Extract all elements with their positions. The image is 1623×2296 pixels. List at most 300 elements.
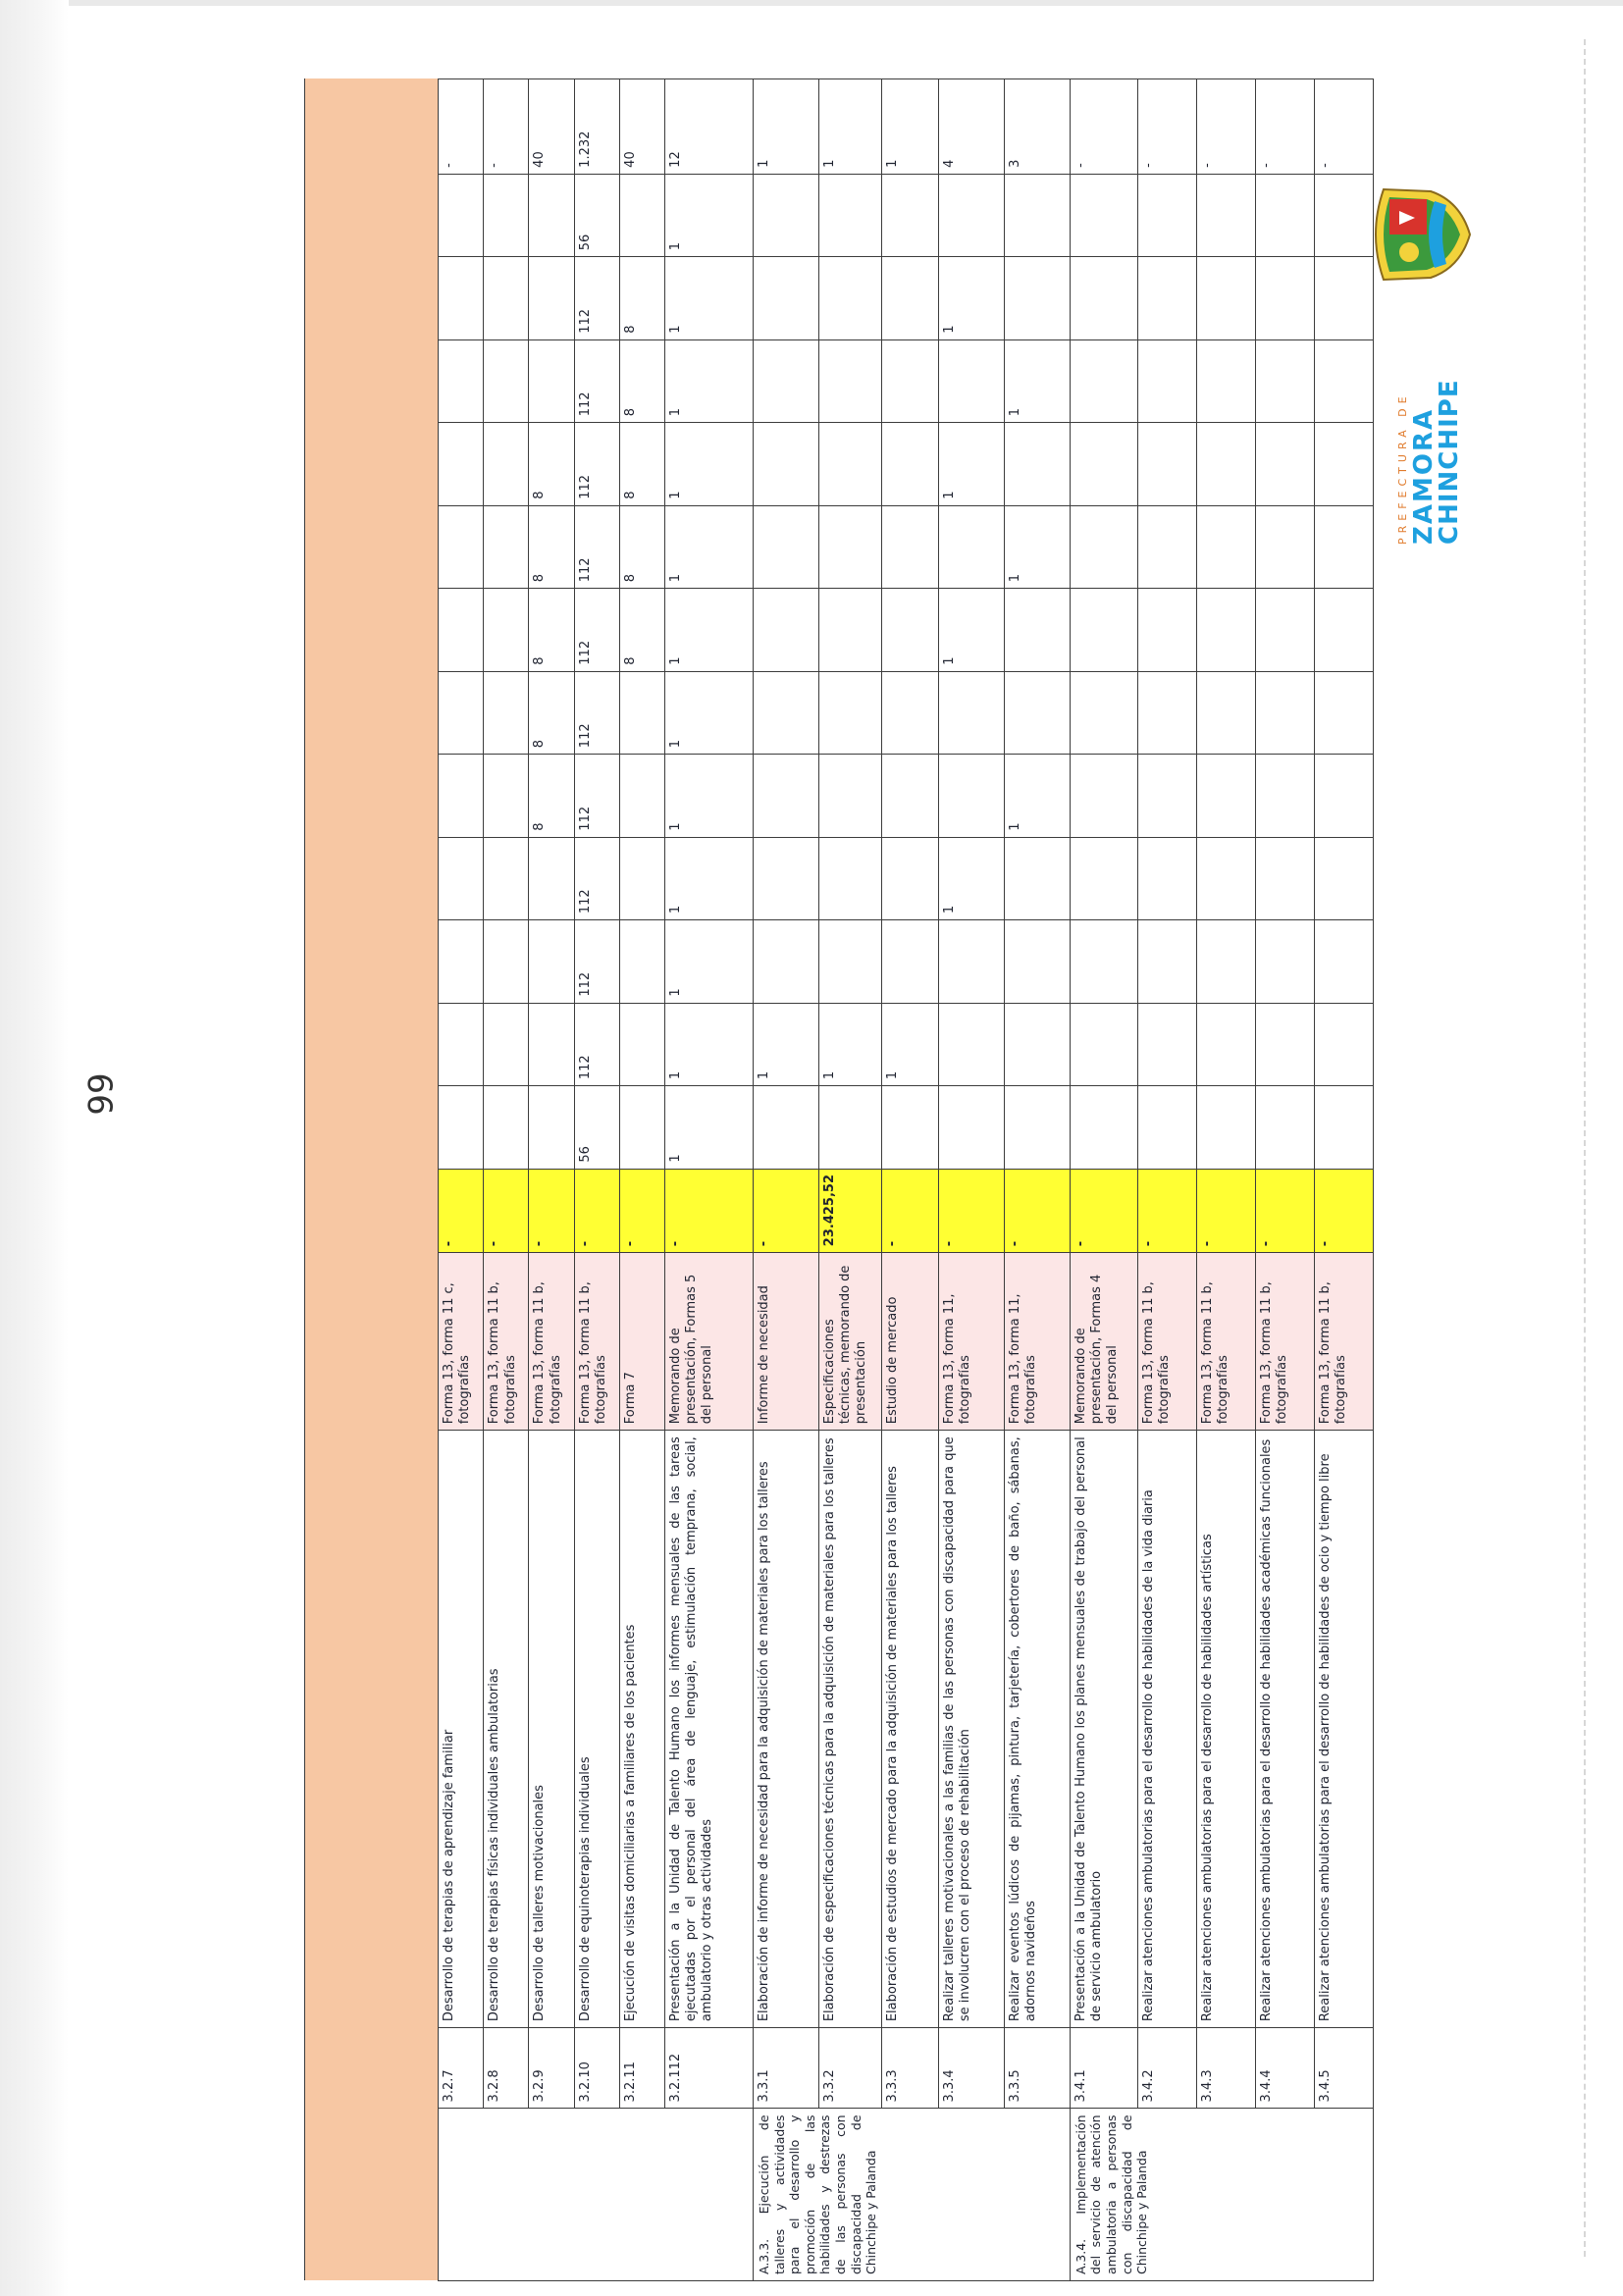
activities-table (304, 78, 1374, 2281)
month-cell-5 (619, 755, 664, 837)
month-cell-1 (938, 1086, 1004, 1169)
month-cell-1: 56 (574, 1086, 619, 1169)
month-cell-5: 1 (1004, 755, 1070, 837)
month-cell-9 (1070, 423, 1137, 505)
budget-cell: - (1137, 1169, 1196, 1253)
budget-cell: - (619, 1169, 664, 1253)
total-cell: 1.232 (574, 79, 619, 175)
activity-code: 3.3.2 (818, 2028, 881, 2109)
total-cell: 40 (619, 79, 664, 175)
table-row (882, 79, 939, 2281)
month-cell-11: 1 (664, 257, 753, 339)
month-cell-12 (1070, 174, 1137, 256)
month-cell-1 (753, 1086, 818, 1169)
month-cell-4 (818, 837, 881, 919)
month-cell-7 (753, 589, 818, 671)
month-cell-10 (1314, 339, 1373, 422)
month-cell-2 (1314, 1003, 1373, 1085)
month-cell-8 (818, 505, 881, 588)
month-cell-4: 1 (664, 837, 753, 919)
activity-code: 3.4.3 (1196, 2028, 1255, 2109)
month-cell-12 (1314, 174, 1373, 256)
month-cell-7: 8 (619, 589, 664, 671)
month-cell-2 (439, 1003, 484, 1085)
month-cell-4 (1137, 837, 1196, 919)
month-cell-7 (882, 589, 939, 671)
month-cell-7 (484, 589, 529, 671)
activity-description: Elaboración de especificaciones técnicas para la adquisición de materiales para los talleres (818, 1431, 881, 2028)
month-cell-3 (1196, 920, 1255, 1003)
month-cell-10 (1137, 339, 1196, 422)
month-cell-12 (619, 174, 664, 256)
activity-description: Realizar atenciones ambulatorias para el desarrollo de habilidades académicas funcionales (1255, 1431, 1314, 2028)
month-cell-10 (439, 339, 484, 422)
month-cell-11 (882, 257, 939, 339)
month-cell-10: 8 (619, 339, 664, 422)
svg-text:ZAMORA: ZAMORA (1409, 407, 1439, 545)
group-cell-empty (664, 2109, 753, 2281)
month-cell-3 (1255, 920, 1314, 1003)
month-cell-5 (1196, 755, 1255, 837)
verification-means: Informe de necesidad (753, 1253, 818, 1431)
month-cell-12 (439, 174, 484, 256)
month-cell-5 (484, 755, 529, 837)
month-cell-4 (529, 837, 574, 919)
month-cell-9 (484, 423, 529, 505)
month-cell-10: 112 (574, 339, 619, 422)
table-row (529, 79, 574, 2281)
group-cell-empty (574, 2109, 619, 2281)
activity-description: Realizar atenciones ambulatorias para el desarrollo de habilidades artísticas (1196, 1431, 1255, 2028)
month-cell-5 (1314, 755, 1373, 837)
month-cell-2 (1196, 1003, 1255, 1085)
verification-means: Memorando de presentación, Formas 5 del personal (664, 1253, 753, 1431)
month-cell-6 (1137, 671, 1196, 754)
month-cell-8 (1196, 505, 1255, 588)
month-cell-8 (1137, 505, 1196, 588)
verification-means: Forma 13, forma 11 b, fotografías (484, 1253, 529, 1431)
month-cell-11 (484, 257, 529, 339)
month-cell-6 (1196, 671, 1255, 754)
activity-description: Elaboración de informe de necesidad para la adquisición de materiales para los talleres (753, 1431, 818, 2028)
month-cell-12 (529, 174, 574, 256)
group-a34: A.3.4. Implementación del servicio de atención ambulatoria a personas con discapacidad de Chinchipe y Palanda (1070, 2109, 1373, 2281)
activity-code: 3.2.9 (529, 2028, 574, 2109)
verification-means: Forma 13, forma 11 b, fotografías (529, 1253, 574, 1431)
month-cell-5 (818, 755, 881, 837)
month-cell-5 (1137, 755, 1196, 837)
month-cell-8: 8 (619, 505, 664, 588)
activity-description: Presentación a la Unidad de Talento Humano los planes mensuales de trabajo del personal de servicio ambulatorio (1070, 1431, 1137, 2028)
month-cell-4: 112 (574, 837, 619, 919)
month-cell-10 (938, 339, 1004, 422)
month-cell-4 (439, 837, 484, 919)
total-cell: 1 (753, 79, 818, 175)
month-cell-11 (529, 257, 574, 339)
activity-description: Desarrollo de talleres motivacionales (529, 1431, 574, 2028)
month-cell-5 (439, 755, 484, 837)
month-cell-6 (818, 671, 881, 754)
activity-description: Desarrollo de terapias físicas individuales ambulatorias (484, 1431, 529, 2028)
month-cell-3 (753, 920, 818, 1003)
activity-code: 3.2.112 (664, 2028, 753, 2109)
month-cell-2: 112 (574, 1003, 619, 1085)
budget-cell: - (574, 1169, 619, 1253)
activity-code: 3.4.4 (1255, 2028, 1314, 2109)
month-cell-10 (1070, 339, 1137, 422)
month-cell-9 (1137, 423, 1196, 505)
month-cell-8: 1 (664, 505, 753, 588)
budget-cell: - (1314, 1169, 1373, 1253)
month-cell-1 (1137, 1086, 1196, 1169)
table-row (619, 79, 664, 2281)
month-cell-1 (818, 1086, 881, 1169)
total-cell: - (1314, 79, 1373, 175)
total-cell: 40 (529, 79, 574, 175)
month-cell-4 (1196, 837, 1255, 919)
month-cell-4 (1255, 837, 1314, 919)
month-cell-9 (439, 423, 484, 505)
month-cell-6 (1314, 671, 1373, 754)
month-cell-8 (882, 505, 939, 588)
month-cell-11: 8 (619, 257, 664, 339)
budget-cell: - (1070, 1169, 1137, 1253)
month-cell-11 (818, 257, 881, 339)
activity-code: 3.3.1 (753, 2028, 818, 2109)
month-cell-1 (1314, 1086, 1373, 1169)
month-cell-4: 1 (938, 837, 1004, 919)
budget-cell: - (529, 1169, 574, 1253)
month-cell-2: 1 (664, 1003, 753, 1085)
rotated-landscape-page (304, 78, 1374, 2281)
activity-code: 3.2.10 (574, 2028, 619, 2109)
header-band (305, 79, 439, 2281)
verification-means: Memorando de presentación, Formas 4 del personal (1070, 1253, 1137, 1431)
month-cell-9 (882, 423, 939, 505)
table-row (1314, 79, 1373, 2281)
month-cell-3: 1 (664, 920, 753, 1003)
month-cell-1 (1255, 1086, 1314, 1169)
table-row (1004, 79, 1070, 2281)
budget-cell: - (1255, 1169, 1314, 1253)
month-cell-7 (818, 589, 881, 671)
month-cell-6 (484, 671, 529, 754)
month-cell-3 (1070, 920, 1137, 1003)
month-cell-7 (439, 589, 484, 671)
activity-code: 3.4.2 (1137, 2028, 1196, 2109)
activity-description: Realizar atenciones ambulatorias para el desarrollo de habilidades de ocio y tiempo libre (1314, 1431, 1373, 2028)
month-cell-7: 1 (664, 589, 753, 671)
month-cell-5 (882, 755, 939, 837)
month-cell-1 (1196, 1086, 1255, 1169)
activity-code: 3.4.5 (1314, 2028, 1373, 2109)
table-row (1196, 79, 1255, 2281)
month-cell-10 (484, 339, 529, 422)
verification-means: Forma 13, forma 11 c, fotografías (439, 1253, 484, 1431)
month-cell-11 (1070, 257, 1137, 339)
group-cell-empty (439, 2109, 484, 2281)
month-cell-3 (1314, 920, 1373, 1003)
month-cell-3 (1004, 920, 1070, 1003)
month-cell-3 (1137, 920, 1196, 1003)
activity-description: Realizar eventos lúdicos de pijamas, pintura, tarjetería, cobertores de baño, sábanas, adornos navideños (1004, 1431, 1070, 2028)
activity-code: 3.4.1 (1070, 2028, 1137, 2109)
month-cell-1: 1 (664, 1086, 753, 1169)
budget-cell: - (753, 1169, 818, 1253)
month-cell-7 (1255, 589, 1314, 671)
month-cell-11 (1314, 257, 1373, 339)
activity-code: 3.2.7 (439, 2028, 484, 2109)
group-cell-empty (529, 2109, 574, 2281)
total-cell: 3 (1004, 79, 1070, 175)
month-cell-10: 1 (1004, 339, 1070, 422)
scan-edge-top (0, 0, 1623, 6)
activity-description: Realizar atenciones ambulatorias para el desarrollo de habilidades de la vida diaria (1137, 1431, 1196, 2028)
month-cell-7 (1196, 589, 1255, 671)
month-cell-12 (1255, 174, 1314, 256)
activity-description: Desarrollo de equinoterapias individuales (574, 1431, 619, 2028)
month-cell-2: 1 (882, 1003, 939, 1085)
month-cell-9 (1314, 423, 1373, 505)
month-cell-5: 1 (664, 755, 753, 837)
month-cell-12 (484, 174, 529, 256)
verification-means: Forma 13, forma 11, fotografías (1004, 1253, 1070, 1431)
total-cell: 1 (882, 79, 939, 175)
month-cell-1 (439, 1086, 484, 1169)
activity-description: Presentación a la Unidad de Talento Humano los informes mensuales de las tareas ejecutadas por el personal del área de lenguaje, estimulación temprana, social, ambulatorio y otras actividades (664, 1431, 753, 2028)
month-cell-6: 112 (574, 671, 619, 754)
group-cell-empty (619, 2109, 664, 2281)
total-cell: - (484, 79, 529, 175)
month-cell-6 (1255, 671, 1314, 754)
month-cell-10 (1255, 339, 1314, 422)
month-cell-11: 1 (938, 257, 1004, 339)
month-cell-1 (484, 1086, 529, 1169)
month-cell-2 (619, 1003, 664, 1085)
month-cell-10 (1196, 339, 1255, 422)
month-cell-8: 112 (574, 505, 619, 588)
activity-description: Desarrollo de terapias de aprendizaje familiar (439, 1431, 484, 2028)
month-cell-7: 1 (938, 589, 1004, 671)
month-cell-9: 8 (619, 423, 664, 505)
month-cell-9: 8 (529, 423, 574, 505)
activity-code: 3.3.5 (1004, 2028, 1070, 2109)
total-cell: - (1196, 79, 1255, 175)
month-cell-6 (882, 671, 939, 754)
month-cell-7: 8 (529, 589, 574, 671)
month-cell-6 (753, 671, 818, 754)
verification-means: Forma 13, forma 11 b, fotografías (1255, 1253, 1314, 1431)
table-row (753, 79, 818, 2281)
verification-means: Forma 13, forma 11, fotografías (938, 1253, 1004, 1431)
table-row (1070, 79, 1137, 2281)
budget-cell: 23.425,52 (818, 1169, 881, 1253)
month-cell-11 (1255, 257, 1314, 339)
group-a33: A.3.3. Ejecución de talleres y actividades para el desarrollo y promoción de las habilidades y destrezas de las personas con discapacidad de Chinchipe y Palanda (753, 2109, 1070, 2281)
month-cell-2 (938, 1003, 1004, 1085)
budget-cell: - (484, 1169, 529, 1253)
budget-cell: - (938, 1169, 1004, 1253)
activity-description: Realizar talleres motivacionales a las familias de las personas con discapacidad para que se involucren con el proceso de rehabilitación (938, 1431, 1004, 2028)
month-cell-4 (1004, 837, 1070, 919)
month-cell-12 (1196, 174, 1255, 256)
svg-text:CHINCHIPE: CHINCHIPE (1435, 379, 1464, 545)
month-cell-11 (753, 257, 818, 339)
month-cell-3 (529, 920, 574, 1003)
month-cell-6 (619, 671, 664, 754)
month-cell-10 (529, 339, 574, 422)
budget-cell: - (664, 1169, 753, 1253)
month-cell-3 (439, 920, 484, 1003)
month-cell-5 (1070, 755, 1137, 837)
month-cell-12 (882, 174, 939, 256)
month-cell-6: 8 (529, 671, 574, 754)
month-cell-2 (529, 1003, 574, 1085)
month-cell-10: 1 (664, 339, 753, 422)
month-cell-8: 8 (529, 505, 574, 588)
budget-cell: - (1196, 1169, 1255, 1253)
budget-cell: - (1004, 1169, 1070, 1253)
month-cell-8 (1255, 505, 1314, 588)
total-cell: - (1137, 79, 1196, 175)
verification-means: Forma 13, forma 11 b, fotografías (1314, 1253, 1373, 1431)
table-row (818, 79, 881, 2281)
budget-cell: - (882, 1169, 939, 1253)
total-cell: - (1255, 79, 1314, 175)
month-cell-9: 112 (574, 423, 619, 505)
svg-text:PREFECTURA DE: PREFECTURA DE (1396, 391, 1409, 545)
month-cell-8 (484, 505, 529, 588)
month-cell-1 (1070, 1086, 1137, 1169)
month-cell-8: 1 (1004, 505, 1070, 588)
verification-means: Estudio de mercado (882, 1253, 939, 1431)
month-cell-5: 8 (529, 755, 574, 837)
month-cell-3: 112 (574, 920, 619, 1003)
table-row (1137, 79, 1196, 2281)
month-cell-6 (938, 671, 1004, 754)
month-cell-2 (1004, 1003, 1070, 1085)
activity-code: 3.3.3 (882, 2028, 939, 2109)
month-cell-9 (818, 423, 881, 505)
total-cell: - (1070, 79, 1137, 175)
month-cell-7 (1314, 589, 1373, 671)
month-cell-12 (753, 174, 818, 256)
prefecture-wordmark (1388, 294, 1464, 549)
month-cell-2: 1 (818, 1003, 881, 1085)
month-cell-5 (753, 755, 818, 837)
scan-edge-left (0, 0, 69, 2296)
month-cell-8 (1070, 505, 1137, 588)
month-cell-2 (1255, 1003, 1314, 1085)
budget-cell: - (439, 1169, 484, 1253)
month-cell-4 (484, 837, 529, 919)
month-cell-8 (1314, 505, 1373, 588)
month-cell-4 (619, 837, 664, 919)
month-cell-2 (1070, 1003, 1137, 1085)
month-cell-3 (619, 920, 664, 1003)
prefecture-logo (1364, 182, 1474, 287)
month-cell-6 (439, 671, 484, 754)
month-cell-6 (1004, 671, 1070, 754)
table-row (439, 79, 484, 2281)
activity-description: Elaboración de estudios de mercado para la adquisición de materiales para los talleres (882, 1431, 939, 2028)
month-cell-11 (1196, 257, 1255, 339)
month-cell-9: 1 (664, 423, 753, 505)
table-row (574, 79, 619, 2281)
month-cell-1 (619, 1086, 664, 1169)
month-cell-12 (1137, 174, 1196, 256)
month-cell-9 (1004, 423, 1070, 505)
month-cell-3 (484, 920, 529, 1003)
month-cell-11 (1137, 257, 1196, 339)
month-cell-12 (938, 174, 1004, 256)
month-cell-3 (882, 920, 939, 1003)
month-cell-2 (1137, 1003, 1196, 1085)
scan-edge-right (1584, 39, 1588, 2257)
total-cell: 1 (818, 79, 881, 175)
verification-means: Especificaciones técnicas, memorando de presentación (818, 1253, 881, 1431)
month-cell-5: 112 (574, 755, 619, 837)
month-cell-12 (1004, 174, 1070, 256)
month-cell-4 (753, 837, 818, 919)
month-cell-4 (1070, 837, 1137, 919)
table-row (1255, 79, 1314, 2281)
month-cell-5 (938, 755, 1004, 837)
activity-description: Ejecución de visitas domiciliarias a familiares de los pacientes (619, 1431, 664, 2028)
table-row (938, 79, 1004, 2281)
activity-code: 3.3.4 (938, 2028, 1004, 2109)
month-cell-2 (484, 1003, 529, 1085)
month-cell-5 (1255, 755, 1314, 837)
month-cell-9 (753, 423, 818, 505)
month-cell-12: 56 (574, 174, 619, 256)
verification-means: Forma 7 (619, 1253, 664, 1431)
month-cell-8 (938, 505, 1004, 588)
month-cell-11 (1004, 257, 1070, 339)
month-cell-12 (818, 174, 881, 256)
page-number: 99 (81, 1072, 122, 1116)
month-cell-9 (1255, 423, 1314, 505)
month-cell-11 (439, 257, 484, 339)
month-cell-1 (529, 1086, 574, 1169)
verification-means: Forma 13, forma 11 b, fotografías (1196, 1253, 1255, 1431)
month-cell-7 (1137, 589, 1196, 671)
month-cell-2: 1 (753, 1003, 818, 1085)
activity-code: 3.2.11 (619, 2028, 664, 2109)
month-cell-8 (753, 505, 818, 588)
month-cell-11: 112 (574, 257, 619, 339)
total-cell: 4 (938, 79, 1004, 175)
month-cell-10 (882, 339, 939, 422)
month-cell-6 (1070, 671, 1137, 754)
month-cell-6: 1 (664, 671, 753, 754)
month-cell-1 (1004, 1086, 1070, 1169)
table-row (484, 79, 529, 2281)
month-cell-12: 1 (664, 174, 753, 256)
verification-means: Forma 13, forma 11 b, fotografías (1137, 1253, 1196, 1431)
month-cell-4 (1314, 837, 1373, 919)
month-cell-7: 112 (574, 589, 619, 671)
month-cell-9 (1196, 423, 1255, 505)
total-cell: 12 (664, 79, 753, 175)
verification-means: Forma 13, forma 11 b, fotografías (574, 1253, 619, 1431)
month-cell-4 (882, 837, 939, 919)
table-row (664, 79, 753, 2281)
month-cell-3 (818, 920, 881, 1003)
month-cell-7 (1070, 589, 1137, 671)
month-cell-1 (882, 1086, 939, 1169)
month-cell-7 (1004, 589, 1070, 671)
